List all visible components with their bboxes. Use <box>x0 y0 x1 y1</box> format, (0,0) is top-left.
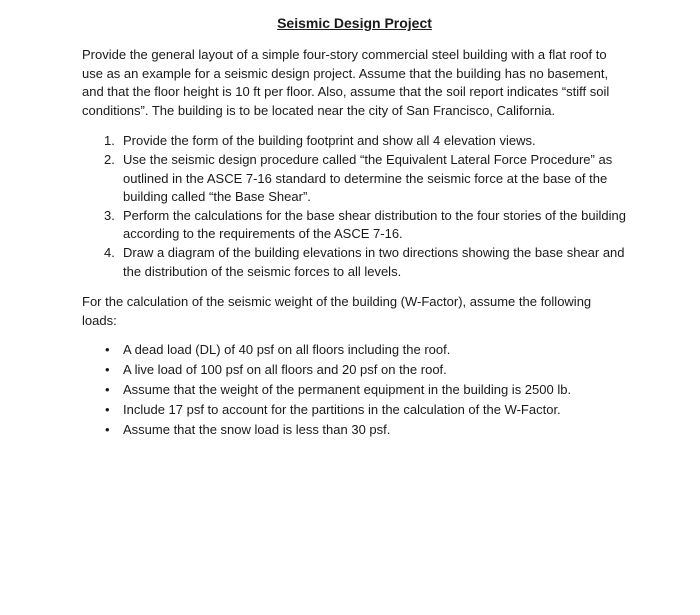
load-item <box>104 420 627 440</box>
document-page <box>82 14 627 440</box>
loads-list <box>82 340 627 440</box>
step-text: Perform the calculations for the base shear distribution to the four stories of the building according to the requirements of the ASCE 7-16. <box>123 207 626 242</box>
step-item <box>104 151 627 207</box>
step-text: Draw a diagram of the building elevations in two directions showing the base shear and the distribution of the seismic forces to all levels. <box>123 244 625 279</box>
load-text: Assume that the snow load is less than 30 psf. <box>123 422 391 438</box>
step-text: Use the seismic design procedure called “the Equivalent Lateral Force Procedure” as outlined in the ASCE 7-16 standard to determine the seismic force at the base of the building called “the Base Shear”. <box>123 151 613 205</box>
load-text: A dead load (DL) of 40 psf on all floors including the roof. <box>123 342 451 358</box>
load-text: A live load of 100 psf on all floors and 20 psf on the roof. <box>123 362 447 378</box>
step-number: 4. <box>104 244 115 260</box>
load-item <box>104 340 627 360</box>
step-text: Provide the form of the building footprint and show all 4 elevation views. <box>123 133 536 149</box>
step-number: 2. <box>104 151 115 167</box>
document-title: Seismic Design Project <box>277 15 432 31</box>
bullet-icon: • <box>105 422 110 438</box>
load-item <box>104 400 627 420</box>
loads-intro-paragraph: For the calculation of the seismic weight of the building (W-Factor), assume the following loads: <box>82 294 592 328</box>
step-item <box>104 132 627 151</box>
load-item <box>104 360 627 380</box>
steps-list <box>82 132 627 281</box>
bullet-icon: • <box>105 362 110 378</box>
load-text: Assume that the weight of the permanent equipment in the building is 2500 lb. <box>123 382 572 398</box>
step-number: 1. <box>104 133 115 149</box>
step-item <box>104 207 627 244</box>
bullet-icon: • <box>105 402 110 418</box>
load-text: Include 17 psf to account for the partitions in the calculation of the W-Factor. <box>123 402 561 418</box>
step-item <box>104 244 627 281</box>
load-item <box>104 380 627 400</box>
bullet-icon: • <box>105 382 110 398</box>
bullet-icon: • <box>105 342 110 358</box>
intro-paragraph: Provide the general layout of a simple four-story commercial steel building with a flat roof to use as an example for a seismic design project. Assume that the building has no basement, and that the floor height is 10 ft per floor. Also, assume that the soil report indicates “stiff soil conditions”. The building is to be located near the city of San Francisco, California. <box>82 47 610 118</box>
step-number: 3. <box>104 207 115 223</box>
